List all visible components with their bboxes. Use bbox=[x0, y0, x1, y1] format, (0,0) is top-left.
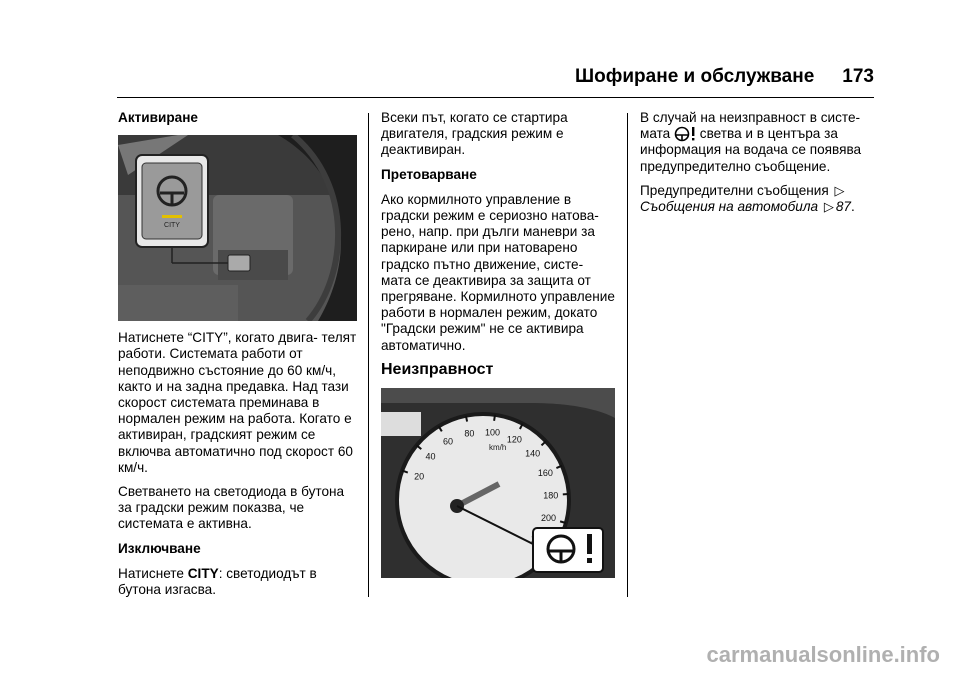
gauge-tick-label: 140 bbox=[525, 448, 541, 459]
column-2 bbox=[381, 110, 617, 578]
page-header bbox=[575, 66, 874, 88]
gauge-tick-mark bbox=[466, 416, 467, 422]
paragraph: Светването на светодиода в бутона за градски режим показва, че системата е активна. bbox=[118, 484, 345, 532]
photo-city-label: CITY bbox=[164, 222, 180, 230]
column-divider-1 bbox=[368, 113, 369, 597]
paragraph: Натиснете “CITY”, когато двига- телят работи. Системата работи от неподвижно състояние до 60 км/ч, както и на задна предавка. Над тази скорост системата преминава в нормален режим на работа. Когато е активиран, градският режим се включва автоматично под скорост 60 км/ч. bbox=[118, 330, 357, 475]
gauge-unit: km/h bbox=[489, 443, 507, 453]
paragraph: Всеки път, когато се стартира двигателя, градския режим е деактивиран. bbox=[381, 110, 568, 158]
gauge-tick-label: 40 bbox=[425, 451, 436, 462]
reference-arrow-icon: ▷ bbox=[834, 182, 845, 198]
paragraph: Натиснете CITY: светодиодът в бутона изгасва. bbox=[118, 565, 317, 598]
column-1 bbox=[118, 110, 358, 606]
gauge-tick-label: 80 bbox=[464, 428, 475, 439]
page-number: 173 bbox=[842, 66, 874, 87]
gauge-tick-label: 160 bbox=[537, 467, 553, 478]
cross-reference-link[interactable]: Съобщения на автомобила bbox=[640, 199, 819, 215]
column-divider-2 bbox=[627, 113, 628, 597]
gauge-tick-label: 200 bbox=[540, 513, 557, 524]
paragraph: Ако кормилното управление в градски режим е сериозно натова- рено, напр. при дълги маневри за паркиране или при натоварено градско пътно движение, систе- мата се деактивира за защита от прегряване. Кормилното управление работи в нормален режим, докато "Градски режим" не се активира автоматично. bbox=[381, 191, 615, 353]
city-button-photo bbox=[118, 135, 357, 321]
heading-malfunction: Неизправност bbox=[381, 360, 494, 378]
header-rule bbox=[117, 97, 874, 98]
section-title: Шофиране и обслужване bbox=[575, 66, 815, 87]
column-3 bbox=[640, 110, 876, 223]
city-bold-label: CITY bbox=[187, 565, 219, 581]
gauge-tick-label: 20 bbox=[414, 471, 425, 482]
speedometer-illustration bbox=[381, 388, 615, 578]
gauge-tick-label: 120 bbox=[506, 434, 522, 445]
paragraph: В случай на неизправност в систе- мата светва и в центъра за информация на водача се появява предупредително съобщение. bbox=[640, 110, 862, 174]
reference-page[interactable]: 87 bbox=[835, 199, 851, 215]
gauge-tick-label: 60 bbox=[442, 436, 454, 447]
heading-deactivation: Изключване bbox=[118, 540, 201, 556]
heading-activation: Активиране bbox=[118, 110, 198, 125]
heading-overload: Претоварване bbox=[381, 166, 477, 182]
gauge-tick-label: 180 bbox=[543, 490, 559, 501]
gauge-tick-mark bbox=[494, 415, 495, 421]
reference-arrow-icon: ▷ bbox=[823, 199, 834, 215]
paragraph: Предупредителни съобщения ▷ Съобщения на автомобила ▷ 87. bbox=[640, 182, 855, 215]
gauge-tick-label: 100 bbox=[484, 427, 501, 438]
watermark: carmanualsonline.info bbox=[706, 642, 940, 667]
steering-warning-icon bbox=[674, 126, 696, 142]
